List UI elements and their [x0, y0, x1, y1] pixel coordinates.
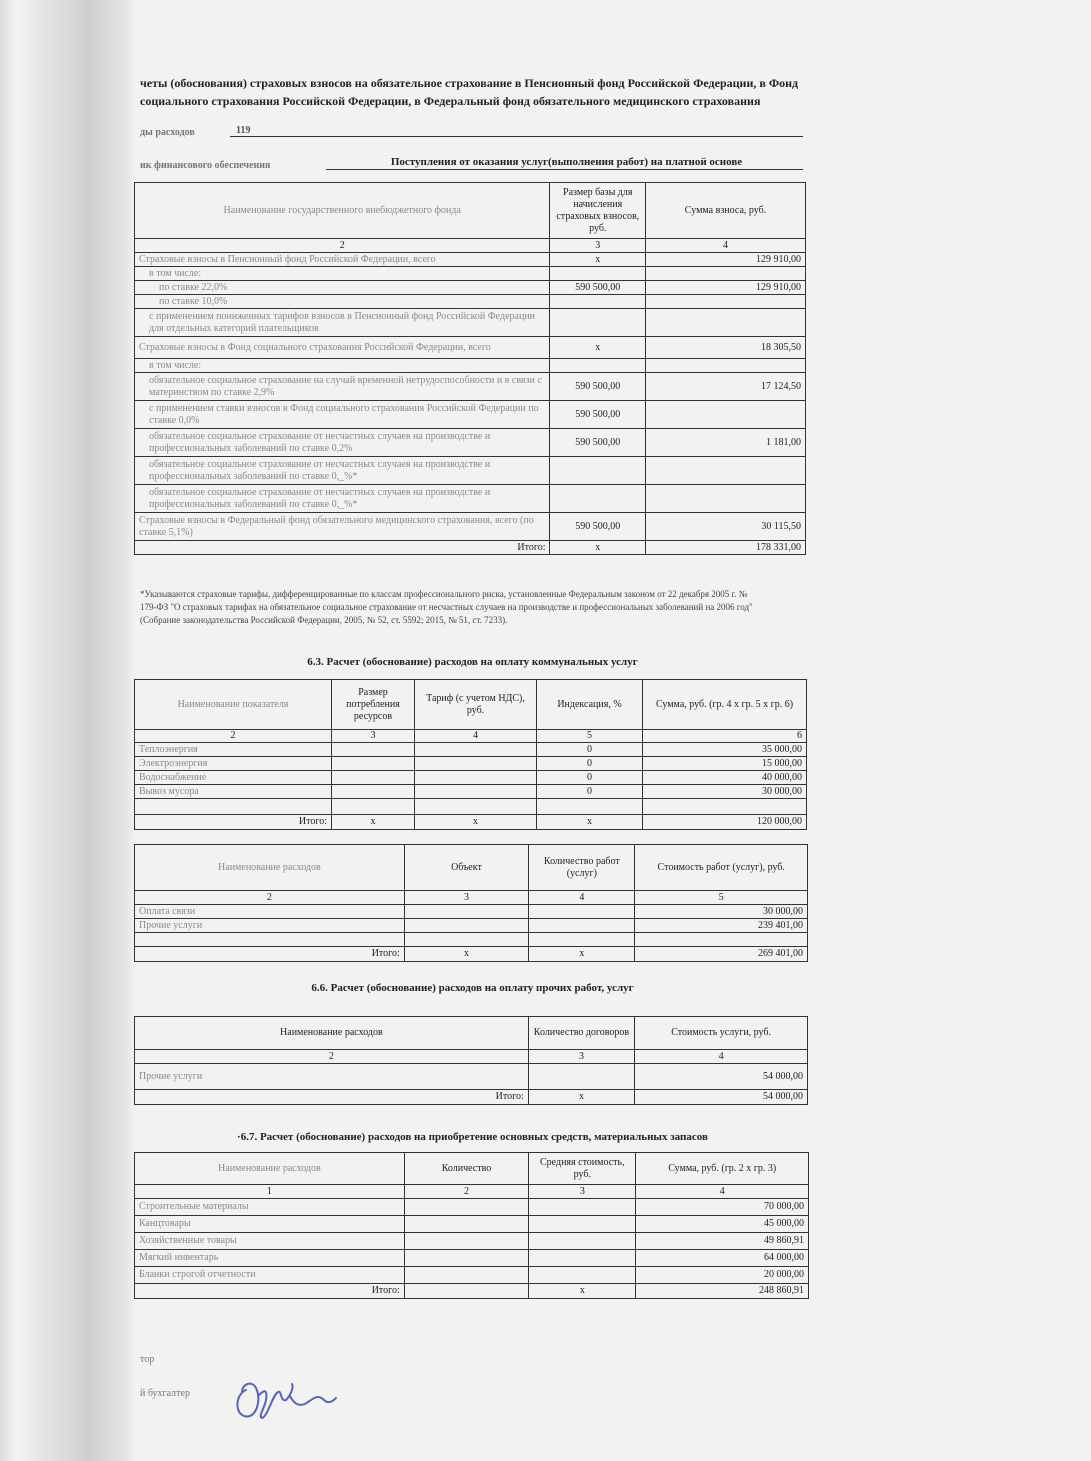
- other-works-table: [134, 1016, 808, 1105]
- code-label: ды расходов: [140, 127, 195, 138]
- row-object: [404, 919, 528, 933]
- colnum: 5: [635, 891, 808, 905]
- total-row: [135, 815, 807, 830]
- row-expense-name: Оплата связи: [135, 905, 405, 919]
- footnote-line-1: *Указываются страховые тарифы, дифференцированные по классам профессионального риска, установленные Федеральным законом от 22 декабря 2005 г. №: [140, 589, 748, 599]
- total-label: Итого:: [135, 1090, 529, 1105]
- row-sum: [646, 485, 806, 513]
- row-cost: 239 401,00: [635, 919, 808, 933]
- row-fund-name: в том числе:: [135, 359, 550, 373]
- row-indexation: 0: [537, 771, 643, 785]
- table-row: [135, 785, 807, 799]
- table-row: [135, 253, 806, 267]
- colnum: 3: [332, 730, 415, 743]
- row-fund-name: обязательное социальное страхование от несчастных случаев на производстве и профессиональных заболеваний по ставке 0,_%*: [135, 457, 550, 485]
- row-fund-name: по ставке 22,0%: [135, 281, 550, 295]
- header-base: Размер базы для начисления страховых взносов, руб.: [550, 183, 646, 239]
- row-indicator: Теплоэнергия: [135, 743, 332, 757]
- row-sum: [646, 359, 806, 373]
- row-quantity: [529, 933, 635, 947]
- row-fund-name: в том числе:: [135, 267, 550, 281]
- table-header-row: [135, 1017, 808, 1050]
- header-expense-name: Наименование расходов: [135, 845, 405, 891]
- total-row: [135, 947, 808, 962]
- colnum: 3: [550, 239, 646, 253]
- row-expense-name: Прочие услуги: [135, 1064, 529, 1090]
- row-quantity: [529, 919, 635, 933]
- total-average-cost: х: [529, 1284, 636, 1299]
- row-fund-name: обязательное социальное страхование от несчастных случаев на производстве и профессиональных заболеваний по ставке 0,2%: [135, 429, 550, 457]
- row-fund-name: с применением ставки взносов в Фонд социального страхования Российской Федерации по ставке 0,0%: [135, 401, 550, 429]
- row-cost: 54 000,00: [635, 1064, 808, 1090]
- table-header-row: [135, 183, 806, 239]
- colnum: 1: [135, 1185, 405, 1199]
- row-indicator: Электроэнергия: [135, 757, 332, 771]
- table-row: [135, 1267, 809, 1284]
- row-sum: 17 124,50: [646, 373, 806, 401]
- total-quantity: [404, 1284, 528, 1299]
- colnum: 2: [135, 1050, 529, 1064]
- row-tariff: [415, 771, 537, 785]
- total-sum: 178 331,00: [646, 541, 806, 555]
- row-fund-name: обязательное социальное страхование от несчастных случаев на производстве и профессиональных заболеваний по ставке 0,_%*: [135, 485, 550, 513]
- table-row: [135, 757, 807, 771]
- row-indexation: [537, 799, 643, 815]
- row-tariff: [415, 757, 537, 771]
- table-row: [135, 485, 806, 513]
- row-quantity: [404, 1267, 528, 1284]
- table-row: [135, 267, 806, 281]
- row-consumption: [332, 743, 415, 757]
- header-indexation: Индексация, %: [537, 680, 643, 730]
- maintenance-table: [134, 844, 808, 962]
- other-works-section-title: 6.6. Расчет (обоснование) расходов на оплату прочих работ, услуг: [311, 982, 634, 994]
- footnote-line-3: (Собрание законодательства Российской Федерации, 2005, № 52, ст. 5592; 2015, № 51, ст. 7233).: [140, 615, 508, 625]
- row-sum: [646, 401, 806, 429]
- total-cost: 269 401,00: [635, 947, 808, 962]
- row-expense-name: Канцтовары: [135, 1216, 405, 1233]
- table-row: [135, 373, 806, 401]
- row-average-cost: [529, 1216, 636, 1233]
- row-object: [404, 933, 528, 947]
- table-row: [135, 799, 807, 815]
- row-expense-name: Бланки строгой отчетности: [135, 1267, 405, 1284]
- colnum: 4: [415, 730, 537, 743]
- row-consumption: [332, 771, 415, 785]
- title-line-2: социального страхования Российской Федерации, в Федеральный фонд обязательного медицинского страхования: [140, 94, 761, 108]
- table-header-row: [135, 680, 807, 730]
- total-label: Итого:: [135, 541, 550, 555]
- row-sum: 129 910,00: [646, 281, 806, 295]
- table-row: [135, 1216, 809, 1233]
- code-underline: [230, 136, 803, 137]
- row-expense-name: Хозяйственные товары: [135, 1233, 405, 1250]
- total-base: х: [550, 541, 646, 555]
- row-sum: [646, 267, 806, 281]
- header-cost: Стоимость работ (услуг), руб.: [635, 845, 808, 891]
- header-sum: Сумма взноса, руб.: [646, 183, 806, 239]
- footnote: [140, 588, 810, 627]
- header-quantity: Количество: [404, 1153, 528, 1185]
- utilities-section-title: 6.3. Расчет (обоснование) расходов на оплату коммунальных услуг: [307, 656, 638, 668]
- total-consumption: х: [332, 815, 415, 830]
- header-cost: Стоимость услуги, руб.: [635, 1017, 808, 1050]
- table-row: [135, 1199, 809, 1216]
- table-row: [135, 933, 808, 947]
- total-sum: 120 000,00: [643, 815, 807, 830]
- source-underline: [326, 169, 803, 170]
- row-expense-name: Мягкий инвентарь: [135, 1250, 405, 1267]
- table-row: [135, 905, 808, 919]
- row-consumption: [332, 785, 415, 799]
- row-sum: 35 000,00: [643, 743, 807, 757]
- row-sum: 18 305,50: [646, 337, 806, 359]
- table-row: [135, 1233, 809, 1250]
- row-base: 590 500,00: [550, 281, 646, 295]
- table-row: [135, 919, 808, 933]
- colnum: 2: [404, 1185, 528, 1199]
- fixed-assets-table: [134, 1152, 809, 1299]
- header-contracts: Количество договоров: [528, 1017, 634, 1050]
- row-average-cost: [529, 1267, 636, 1284]
- header-expense-name: Наименование расходов: [135, 1017, 529, 1050]
- colnum: 2: [135, 239, 550, 253]
- row-base: 590 500,00: [550, 513, 646, 541]
- row-base: [550, 457, 646, 485]
- total-tariff: х: [415, 815, 537, 830]
- row-base: [550, 295, 646, 309]
- colnum: 2: [135, 891, 405, 905]
- colnum: 3: [529, 1185, 636, 1199]
- row-base: [550, 309, 646, 337]
- row-base: 590 500,00: [550, 373, 646, 401]
- row-cost: 30 000,00: [635, 905, 808, 919]
- row-fund-name: Страховые взносы в Федеральный фонд обязательного медицинского страхования, всего (по ставке 5,1%): [135, 513, 550, 541]
- row-indicator: Водоснабжение: [135, 771, 332, 785]
- row-quantity: [404, 1250, 528, 1267]
- row-fund-name: Страховые взносы в Пенсионный фонд Российской Федерации, всего: [135, 253, 550, 267]
- row-cost: [635, 933, 808, 947]
- row-base: х: [550, 337, 646, 359]
- table-row: [135, 457, 806, 485]
- row-quantity: [404, 1199, 528, 1216]
- utilities-table: [134, 679, 807, 830]
- row-tariff: [415, 799, 537, 815]
- row-base: [550, 267, 646, 281]
- total-label: Итого:: [135, 947, 405, 962]
- insurance-contributions-table: [134, 182, 806, 555]
- row-average-cost: [529, 1250, 636, 1267]
- row-sum: 30 000,00: [643, 785, 807, 799]
- table-row: [135, 359, 806, 373]
- row-sum: 1 181,00: [646, 429, 806, 457]
- total-label: Итого:: [135, 1284, 405, 1299]
- row-fund-name: Страховые взносы в Фонд социального страхования Российской Федерации, всего: [135, 337, 550, 359]
- row-expense-name: Строительные материалы: [135, 1199, 405, 1216]
- colnum: 5: [537, 730, 643, 743]
- row-quantity: [404, 1216, 528, 1233]
- row-quantity: [529, 905, 635, 919]
- row-sum: [646, 457, 806, 485]
- row-base: 590 500,00: [550, 429, 646, 457]
- accountant-label: й бухгалтер: [140, 1388, 190, 1399]
- row-expense-name: [135, 933, 405, 947]
- header-quantity: Количество работ (услуг): [529, 845, 635, 891]
- row-indexation: 0: [537, 757, 643, 771]
- fixed-assets-section-title: ·6.7. Расчет (обоснование) расходов на приобретение основных средств, материальных запасов: [237, 1131, 708, 1143]
- total-quantity: х: [529, 947, 635, 962]
- header-object: Объект: [404, 845, 528, 891]
- footnote-line-2: 179-ФЗ "О страховых тарифах на обязательное социальное страхование от несчастных случаев на производстве и профессиональных заболеваний на 2006 год": [140, 602, 753, 612]
- total-indexation: х: [537, 815, 643, 830]
- total-contracts: х: [528, 1090, 634, 1105]
- source-label: ик финансового обеспечения: [140, 160, 271, 171]
- colnum: 6: [643, 730, 807, 743]
- row-fund-name: обязательное социальное страхование на случай временной нетрудоспособности и в связи с материнством по ставке 2,9%: [135, 373, 550, 401]
- row-expense-name: Прочие услуги: [135, 919, 405, 933]
- accountant-signature: [228, 1366, 338, 1422]
- header-expense-name: Наименование расходов: [135, 1153, 405, 1185]
- table-row: [135, 281, 806, 295]
- row-sum: 15 000,00: [643, 757, 807, 771]
- table-row: [135, 309, 806, 337]
- row-sum: 49 860,91: [636, 1233, 809, 1250]
- table-row: [135, 743, 807, 757]
- row-sum: 20 000,00: [636, 1267, 809, 1284]
- colnum: 3: [528, 1050, 634, 1064]
- source-value: Поступления от оказания услуг(выполнения работ) на платной основе: [390, 156, 743, 168]
- row-sum: 40 000,00: [643, 771, 807, 785]
- table-row: [135, 1064, 808, 1090]
- header-sum: Сумма, руб. (гр. 4 х гр. 5 х гр. 6): [643, 680, 807, 730]
- column-number-row: [135, 891, 808, 905]
- total-label: Итого:: [135, 815, 332, 830]
- row-average-cost: [529, 1233, 636, 1250]
- table-row: [135, 1250, 809, 1267]
- colnum: 3: [404, 891, 528, 905]
- table-row: [135, 513, 806, 541]
- code-value: 119: [236, 125, 251, 136]
- row-sum: 45 000,00: [636, 1216, 809, 1233]
- table-row: [135, 771, 807, 785]
- header-tariff: Тариф (с учетом НДС), руб.: [415, 680, 537, 730]
- row-indexation: 0: [537, 743, 643, 757]
- row-sum: 129 910,00: [646, 253, 806, 267]
- row-sum: [646, 295, 806, 309]
- row-contracts: [528, 1064, 634, 1090]
- table-header-row: [135, 1153, 809, 1185]
- total-cost: 54 000,00: [635, 1090, 808, 1105]
- table-header-row: [135, 845, 808, 891]
- total-row: [135, 1090, 808, 1105]
- row-fund-name: с применением пониженных тарифов взносов в Пенсионный фонд Российской Федерации для отдельных категорий плательщиков: [135, 309, 550, 337]
- document-title: [140, 74, 810, 110]
- header-average-cost: Средняя стоимость, руб.: [529, 1153, 636, 1185]
- total-row: [135, 541, 806, 555]
- colnum: 4: [635, 1050, 808, 1064]
- column-number-row: [135, 239, 806, 253]
- total-sum: 248 860,91: [636, 1284, 809, 1299]
- row-sum: [646, 309, 806, 337]
- table-row: [135, 337, 806, 359]
- row-base: [550, 485, 646, 513]
- row-indicator: [135, 799, 332, 815]
- row-consumption: [332, 757, 415, 771]
- total-object: х: [404, 947, 528, 962]
- column-number-row: [135, 1050, 808, 1064]
- column-number-row: [135, 730, 807, 743]
- row-base: [550, 359, 646, 373]
- header-indicator: Наименование показателя: [135, 680, 332, 730]
- row-consumption: [332, 799, 415, 815]
- row-object: [404, 905, 528, 919]
- table-row: [135, 429, 806, 457]
- colnum: 2: [135, 730, 332, 743]
- total-row: [135, 1284, 809, 1299]
- colnum: 4: [529, 891, 635, 905]
- row-sum: 30 115,50: [646, 513, 806, 541]
- row-base: 590 500,00: [550, 401, 646, 429]
- header-consumption: Размер потребления ресурсов: [332, 680, 415, 730]
- table-row: [135, 295, 806, 309]
- row-tariff: [415, 743, 537, 757]
- row-tariff: [415, 785, 537, 799]
- row-quantity: [404, 1233, 528, 1250]
- row-indexation: 0: [537, 785, 643, 799]
- row-fund-name: по ставке 10,0%: [135, 295, 550, 309]
- row-sum: [643, 799, 807, 815]
- header-fund-name: Наименование государственного внебюджетного фонда: [135, 183, 550, 239]
- column-number-row: [135, 1185, 809, 1199]
- colnum: 4: [636, 1185, 809, 1199]
- title-line-1: четы (обоснования) страховых взносов на обязательное страхование в Пенсионный фонд Российской Федерации, в Фонд: [140, 76, 799, 90]
- row-average-cost: [529, 1199, 636, 1216]
- row-sum: 64 000,00: [636, 1250, 809, 1267]
- row-sum: 70 000,00: [636, 1199, 809, 1216]
- header-sum: Сумма, руб. (гр. 2 х гр. 3): [636, 1153, 809, 1185]
- director-label: тор: [140, 1354, 155, 1365]
- table-row: [135, 401, 806, 429]
- colnum: 4: [646, 239, 806, 253]
- row-indicator: Вывоз мусора: [135, 785, 332, 799]
- row-base: х: [550, 253, 646, 267]
